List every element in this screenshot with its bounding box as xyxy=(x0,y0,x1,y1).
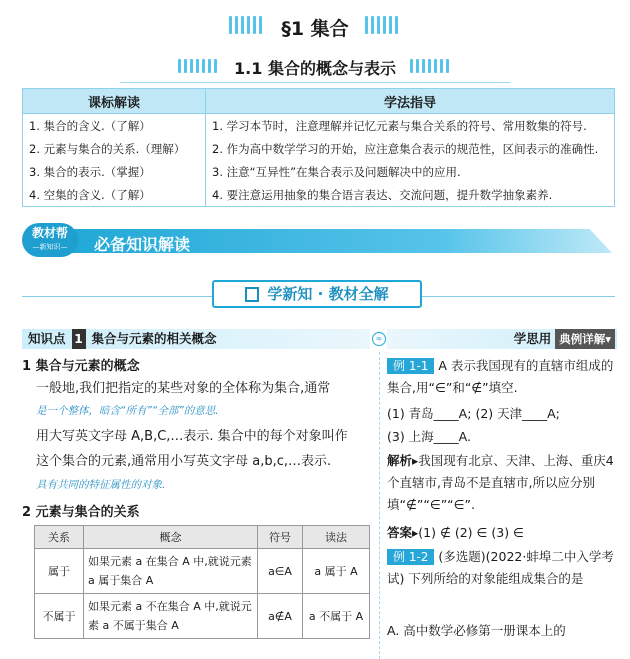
example-1-2 xyxy=(387,546,619,590)
table-header: 读法 xyxy=(303,526,370,549)
chapter-title-row xyxy=(0,14,630,41)
kp-number: 1 xyxy=(72,329,86,349)
banner-text: 必备知识解读 xyxy=(94,235,191,254)
divider xyxy=(422,296,615,297)
link-icon: ∞ xyxy=(372,332,386,346)
table-header: 关系 xyxy=(35,526,84,549)
table-cell: a∉A xyxy=(258,594,303,639)
table-cell: a 属于 A xyxy=(303,549,370,594)
section-title-row xyxy=(0,56,630,79)
table-cell: 不属于 xyxy=(35,594,84,639)
section-banner xyxy=(22,223,615,257)
question: (2) 天津____A; xyxy=(475,406,560,421)
chapter-title: §1 集合 xyxy=(281,18,349,40)
decor-stripes-right xyxy=(365,16,401,39)
handwritten-note: 是一个整体，暗含“所有”“全部”的意思. xyxy=(36,405,219,417)
example-head-label: 学思用 xyxy=(513,331,552,346)
example-questions xyxy=(387,403,619,425)
badge-label: 教材帮 xyxy=(31,226,68,240)
notebook-icon xyxy=(245,287,259,302)
table-row xyxy=(35,594,370,639)
guide-cell: 2. 元素与集合的关系.（理解） xyxy=(23,137,206,160)
guide-header-left: 课标解读 xyxy=(23,89,206,114)
subsection-title-text: 1 集合与元素的概念 xyxy=(22,359,140,374)
knowledge-point-header xyxy=(22,329,370,349)
guide-cell: 2. 作为高中数学学习的开始，应注意集合表示的规范性，区间表示的准确性. xyxy=(206,137,615,160)
guide-cell: 4. 要注意运用抽象的集合语言表达、交流问题，提升数学抽象素养. xyxy=(206,183,615,207)
table-cell: a∈A xyxy=(258,549,303,594)
decor-stripes-left xyxy=(178,58,220,77)
paragraph: 用大写英文字母 A,B,C,…表示. 集合中的每个对象叫作 xyxy=(36,429,348,444)
guide-header-right: 学法指导 xyxy=(206,89,615,114)
table-cell: 如果元素 a 不在集合 A 中,就说元素 a 不属于集合 A xyxy=(84,594,258,639)
guide-cell: 3. 注意“互异性”在集合表示及问题解决中的应用. xyxy=(206,160,615,183)
guide-cell: 1. 集合的含义.（了解） xyxy=(23,114,206,138)
answer xyxy=(387,522,619,544)
guide-cell: 4. 空集的含义.（了解） xyxy=(23,183,206,207)
example-questions xyxy=(387,426,619,448)
guide-cell: 1. 学习本节时，注意理解并记忆元素与集合关系的符号、常用数集的符号. xyxy=(206,114,615,138)
example-header xyxy=(387,329,617,349)
table-row xyxy=(23,160,615,183)
example-text: A 表示我国现有的直辖市组成的集合,用“∈”和“∉”填空. xyxy=(387,358,614,395)
example-1-1 xyxy=(387,355,619,399)
subsection-title xyxy=(22,355,372,374)
answer-text: (1) ∉ (2) ∈ (3) ∈ xyxy=(418,525,524,540)
question: (3) 上海____A. xyxy=(387,429,471,444)
box-title xyxy=(212,280,422,308)
handwritten-note: 具有共同的特征属性的对象. xyxy=(36,479,166,491)
analysis-text: 我国现有北京、天津、上海、重庆4个直辖市,青岛不是直辖市,所以应分别填“∉”“∈”“∈”. xyxy=(387,453,614,512)
badge-sub: —新知识— xyxy=(32,243,68,251)
decor-stripes-left xyxy=(229,16,265,39)
column-divider xyxy=(379,352,380,659)
box-title-text: 学新知 · 教材全解 xyxy=(267,285,389,303)
banner-badge xyxy=(22,223,78,257)
table-row xyxy=(23,137,615,160)
kp-title: 集合与元素的相关概念 xyxy=(91,331,217,346)
table-header: 概念 xyxy=(84,526,258,549)
paragraph: 一般地,我们把指定的某些对象的全体称为集合,通常 xyxy=(36,381,331,396)
subsection-title xyxy=(22,501,372,520)
analysis-label: 解析▸ xyxy=(387,453,419,468)
paragraph: 这个集合的元素,通常用小写英文字母 a,b,c,…表示. xyxy=(36,454,332,469)
question: (1) 青岛____A; xyxy=(387,406,472,421)
table-row xyxy=(23,183,615,207)
divider xyxy=(120,82,510,83)
analysis xyxy=(387,450,619,516)
example-label: 例 1-2 xyxy=(387,549,434,565)
option-a: A. 高中数学必修第一册课本上的 xyxy=(387,623,566,638)
table-row xyxy=(35,549,370,594)
guide-cell: 3. 集合的表示.（掌握） xyxy=(23,160,206,183)
section-title: 1.1 集合的概念与表示 xyxy=(234,59,396,78)
answer-label: 答案▸ xyxy=(387,525,419,540)
example-label: 例 1-1 xyxy=(387,358,434,374)
guide-table xyxy=(22,88,615,207)
table-header: 符号 xyxy=(258,526,303,549)
relation-table xyxy=(34,525,370,639)
table-cell: 属于 xyxy=(35,549,84,594)
decor-stripes-right xyxy=(410,58,452,77)
subsection-title-text: 2 元素与集合的关系 xyxy=(22,505,140,520)
kp-prefix: 知识点 xyxy=(28,331,66,346)
table-cell: 如果元素 a 在集合 A 中,就说元素 a 属于集合 A xyxy=(84,549,258,594)
example-head-tag[interactable]: 典例详解▾ xyxy=(555,329,615,349)
divider xyxy=(22,296,212,297)
example-text: (多选题)(2022·蚌埠二中入学考试) 下列所给的对象能组成集合的是 xyxy=(387,549,614,586)
table-cell: a 不属于 A xyxy=(303,594,370,639)
table-row xyxy=(23,114,615,138)
